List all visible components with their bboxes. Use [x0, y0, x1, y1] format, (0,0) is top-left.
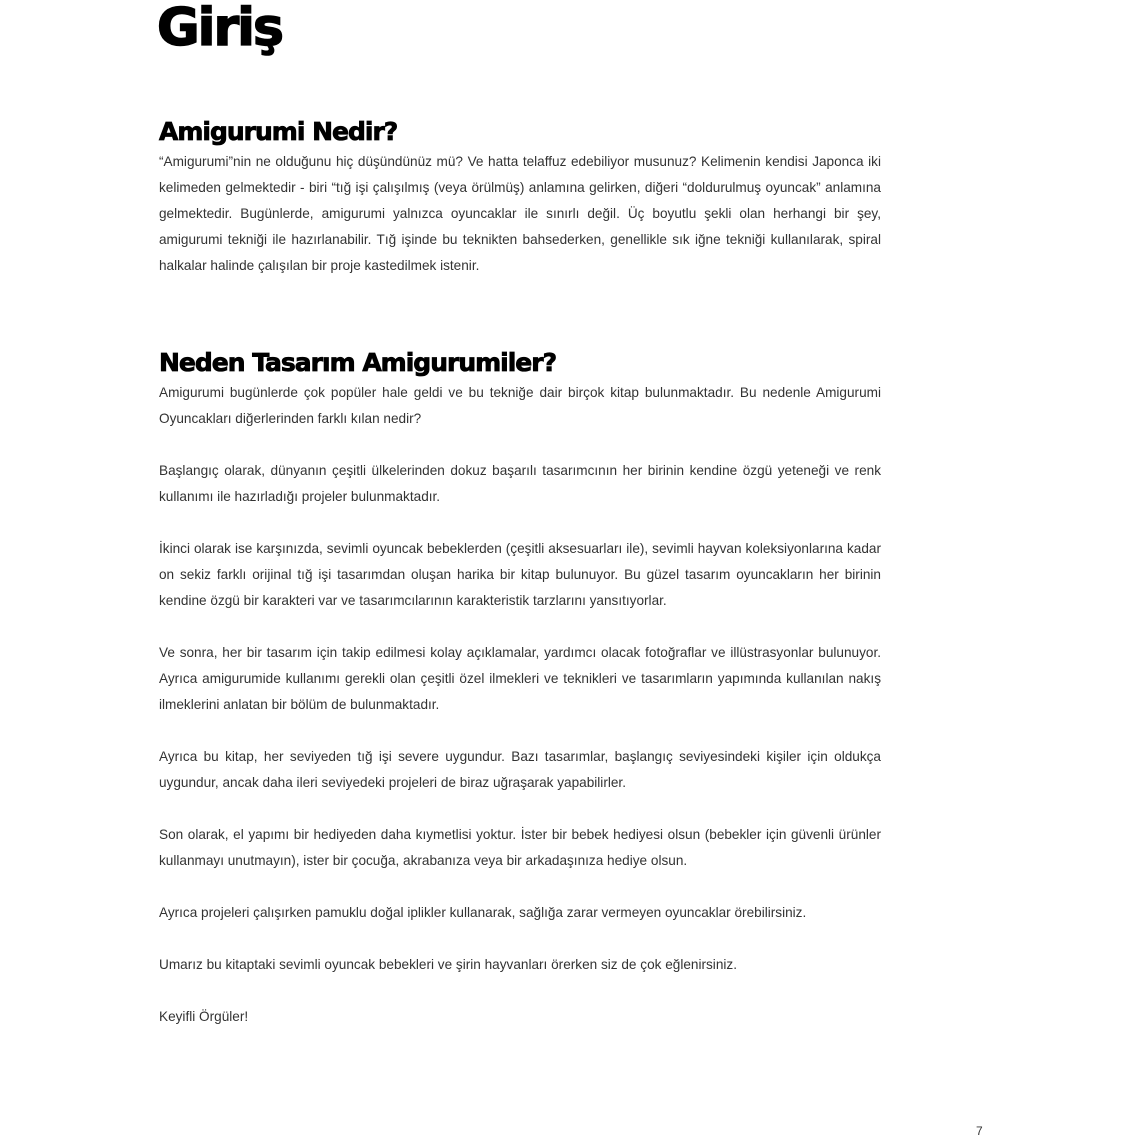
paragraph-gap	[159, 978, 881, 1004]
paragraph: Ayrıca projeleri çalışırken pamuklu doğal iplikler kullanarak, sağlığa zarar vermeyen oyuncaklar örebilirsiniz.	[159, 905, 807, 920]
paragraph: Umarız bu kitaptaki sevimli oyuncak bebekleri ve şirin hayvanları örerken siz de çok eğlenirsiniz.	[159, 957, 737, 972]
paragraph: İkinci olarak ise karşınızda, sevimli oyuncak bebeklerden (çeşitli aksesuarları ile), sevimli hayvan koleksiyonlarına kadar on sekiz farklı orijinal tığ işi tasarımdan oluşan harika bir kitap bulunuyor. Bu güzel tasarım oyuncakların her birinin kendine özgü bir karakteri var ve tasarımcılarının karakteristik tarzlarını yansıtıyorlar.	[159, 541, 881, 608]
page-title: Giriş	[157, 0, 282, 58]
section-heading: Amigurumi Nedir?	[159, 117, 398, 146]
paragraph: Ve sonra, her bir tasarım için takip edilmesi kolay açıklamalar, yardımcı olacak fotoğraflar ve illüstrasyonlar bulunuyor. Ayrıca amigurumide kullanımı gerekli olan çeşitli özel ilmekleri ve teknikleri ve tasarımların yapımında kullanılan nakış ilmeklerini anlatan bir bölüm de bulunmaktadır.	[159, 645, 881, 712]
paragraph: Ayrıca bu kitap, her seviyeden tığ işi severe uygundur. Bazı tasarımlar, başlangıç seviyesindeki kişiler için oldukça uygundur, ancak daha ileri seviyedeki projeleri de biraz uğraşarak yapabilirler.	[159, 749, 881, 790]
paragraph-gap	[159, 926, 881, 952]
section-amigurumi-nedir	[159, 117, 881, 279]
paragraph: Keyifli Örgüler!	[159, 1009, 249, 1024]
paragraph: “Amigurumi”nin ne olduğunu hiç düşündünüz mü? Ve hatta telaffuz edebiliyor musunuz? Kelimenin kendisi Japonca iki kelimeden gelmektedir - biri “tığ işi çalışılmış (veya örülmüş) anlamına gelirken, diğeri “doldurulmuş oyuncak” anlamına gelmektedir. Bugünlerde, amigurumi yalnızca oyuncaklar ile sınırlı değil. Üç boyutlu şekli olan herhangi bir şey, amigurumi tekniği ile hazırlanabilir. Tığ işinde bu teknikten bahsederken, genellikle sık iğne tekniği kullanılarak, spiral halkalar halinde çalışılan bir proje kastedilmek istenir.	[159, 154, 881, 273]
paragraph-gap	[159, 874, 881, 900]
section-heading: Neden Tasarım Amigurumiler?	[159, 348, 557, 377]
paragraph-gap	[159, 432, 881, 458]
paragraph: Amigurumi bugünlerde çok popüler hale geldi ve bu tekniğe dair birçok kitap bulunmaktadır. Bu nedenle Amigurumi Oyuncakları diğerlerinden farklı kılan nedir?	[159, 385, 881, 426]
paragraph-gap	[159, 718, 881, 744]
paragraph-gap	[159, 614, 881, 640]
page-number: 7	[976, 1124, 983, 1138]
paragraph-gap	[159, 510, 881, 536]
paragraph-gap	[159, 796, 881, 822]
paragraph: Son olarak, el yapımı bir hediyeden daha kıymetlisi yoktur. İster bir bebek hediyesi olsun (bebekler için güvenli ürünler kullanmayı unutmayın), ister bir çocuğa, akrabanıza veya bir arkadaşınıza hediye olsun.	[159, 827, 881, 868]
paragraph: Başlangıç olarak, dünyanın çeşitli ülkelerinden dokuz başarılı tasarımcının her birinin kendine özgü yeteneği ve renk kullanımı ile hazırladığı projeler bulunmaktadır.	[159, 463, 881, 504]
section-neden-tasarim-amigurumiler	[159, 348, 881, 1030]
